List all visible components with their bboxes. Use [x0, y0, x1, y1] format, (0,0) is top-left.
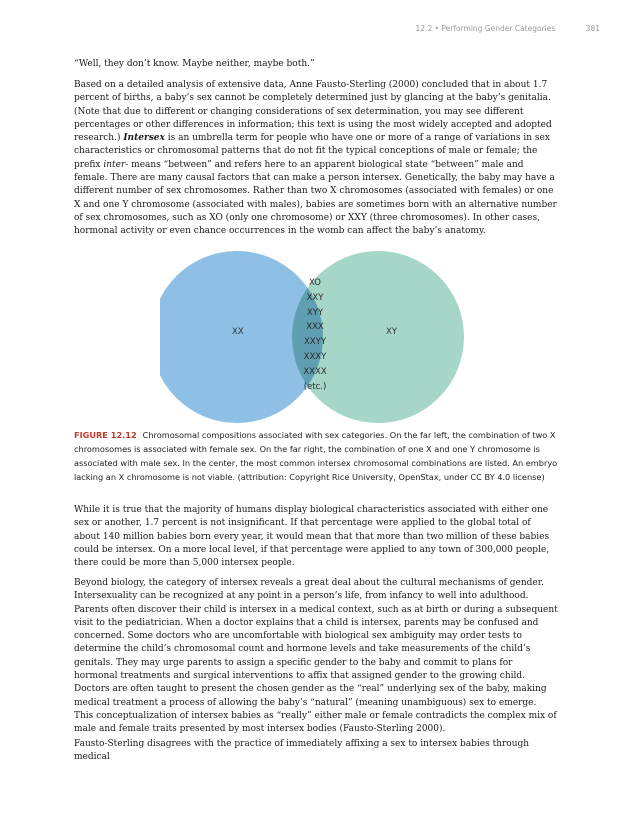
combination-item: XXY [306, 292, 324, 303]
paragraph-1-part1: Based on a detailed analysis of extensive data, Anne Fausto-Sterling (2000) concluded that in about 1.7 percent of births, a baby’s sex cannot be completely determined just by glancing at the baby’s genitalia. (Note that due to different or changing considerations of sex determination, you may see different percentages or other differences in information; this text is using the most widely accepted and adopted research.) [74, 80, 552, 144]
intersex-combinations-list [290, 276, 340, 394]
combination-item: XXYY [303, 337, 327, 348]
combination-item: XYY [306, 307, 324, 318]
combination-item: XO [309, 278, 321, 288]
figure-label: FIGURE 12.12 [74, 430, 137, 440]
xy-label: XY [386, 327, 398, 337]
combination-item: XXXX [303, 366, 327, 377]
paragraph-3: Beyond biology, the category of intersex reveals a great deal about the cultural mechanisms of gender. Intersexuality can be recognized at any point in a person’s life, from infancy to well into adulthood. Parents often discover their child is intersex in a medical context, such as at birth or during a subsequent visit to the pediatrician. When a doctor explains that a child is intersex, parents may be confused and concerned. Some doctors who are uncomfortable with biological sex ambiguity may order tests to determine the child’s chromosomal count and hormone levels and take measurements of the child’s genitals. They may urge parents to assign a specific gender to the baby and commit to plans for hormonal treatments and surgical interventions to affix that assigned gender to the growing child. Doctors are often taught to present the chosen gender as the “real” underlying sex of the baby, making medical treatment a process of allowing the baby’s “natural” (meaning unambiguous) sex to emerge. This conceptualization of intersex babies as “really” either male or female contradicts the complex mix of male and female traits presented by most intersex bodies (Fausto-Sterling 2000). [74, 578, 558, 735]
opening-quote [74, 58, 558, 71]
paragraph-statistics [74, 504, 558, 570]
quote-text: “Well, they don’t know. Maybe neither, maybe both.” [74, 59, 315, 69]
paragraph-intersex-definition [74, 79, 558, 239]
xx-label: XX [232, 327, 244, 337]
section-title: 12.2 • Performing Gender Categories [415, 24, 556, 33]
paragraph-1-part3: means “between” and refers here to an apparent biological state “between” male and female. There are many causal factors that can make a person intersex. Genetically, the baby may have a different number of sex chromosomes. Rather than two X chromosomes (associated with females) or one X and one Y chromosome (associated with males), babies are sometimes born with an alternative number of sex chromosomes, such as XO (only one chromosome) or XXY (three chromosomes). In other cases, hormonal activity or even chance occurrences in the womb can affect the baby’s anatomy. [74, 159, 557, 237]
page-number: 381 [585, 24, 600, 33]
paragraph-1 [74, 79, 558, 239]
paragraph-2: While it is true that the majority of humans display biological characteristics associated with either one sex or another, 1.7 percent is not insignificant. If that percentage were applied to the global total of about 140 million babies born every year, it would mean that that more than two million of these babies could be intersex. On a more local level, if that percentage were applied to any town of 300,000 people, there could be more than 5,000 intersex people. [74, 505, 550, 569]
combination-item: (etc.) [303, 381, 327, 392]
paragraph-cultural-mechanisms [74, 577, 558, 737]
paragraph-4: Fausto-Sterling disagrees with the practice of immediately affixing a sex to intersex babies through medical [74, 739, 530, 763]
combination-item: XXXY [303, 351, 327, 362]
running-header [416, 24, 600, 33]
intersex-keyword: Intersex [123, 133, 165, 144]
figure-caption [74, 428, 558, 484]
caption-text: Chromosomal compositions associated with sex categories. On the far left, the combination of two X chromosomes is associated with female sex. On the far right, the combination of one X and one Y chromosome is associated with male sex. In the center, the most common intersex chromosomal combinations are listed. An embryo lacking an X chromosome is not viable. (attribution: Copyright Rice University, OpenStax, under CC BY 4.0 license) [74, 430, 558, 482]
inter-prefix: inter- [103, 159, 129, 170]
paragraph-1-part2: is an umbrella term for people who have one or more of a range of variations in sex characteristics or chromosomal patterns that do not fit the typical conceptions of male or female; the prefix [74, 133, 550, 170]
paragraph-fausto-sterling [74, 738, 558, 765]
combination-item: XXX [306, 322, 324, 333]
